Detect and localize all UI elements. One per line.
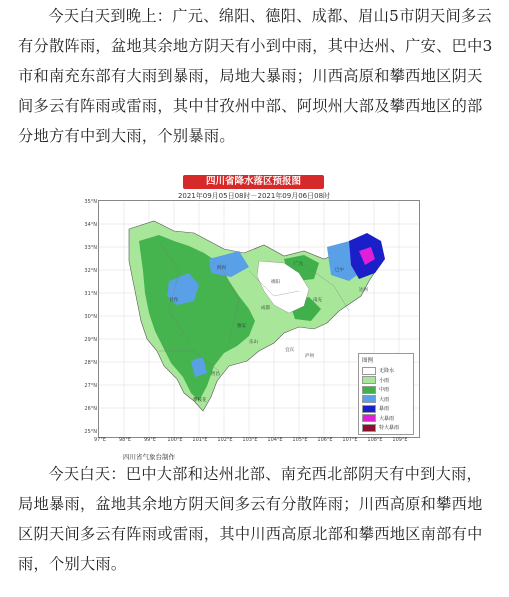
x-tick-label: 101°E [192, 437, 208, 443]
place-label: 泸州 [305, 354, 314, 359]
legend-swatch [362, 405, 376, 413]
place-label: 甘孜 [169, 298, 178, 303]
x-tick-label: 102°E [217, 437, 233, 443]
y-tick-label: 26°N [84, 406, 97, 412]
x-tick-label: 106°E [317, 437, 333, 443]
legend-label: 无降水 [379, 368, 395, 375]
x-tick-label: 97°E [93, 437, 107, 443]
y-tick-label: 35°N [84, 199, 97, 205]
legend-item [359, 366, 413, 376]
legend-label: 大暴雨 [379, 415, 395, 422]
map-title: 四川省降水落区预报图 [183, 175, 324, 189]
x-tick-label: 99°E [143, 437, 157, 443]
place-label: 达州 [359, 288, 368, 293]
x-tick-label: 98°E [118, 437, 132, 443]
place-label: 攀枝花 [193, 398, 207, 403]
y-tick-label: 34°N [84, 222, 97, 228]
legend-item [359, 376, 413, 386]
place-label: 南充 [313, 298, 322, 303]
x-tick-label: 107°E [342, 437, 358, 443]
forecast-paragraph-top: 今天白天到晚上：广元、绵阳、德阳、成都、眉山5市阴天间多云有分散阵雨，盆地其余地方阴天有小到中雨，其中达州、广安、巴中3市和南充东部有大雨到暴雨，局地大暴雨；川西高原和攀西地区阴天间多云有阵雨或雷雨，其中甘孜州中部、阿坝州大部及攀西地区的部分地方有中到大雨，个别暴雨。 [18, 7, 493, 145]
legend-label: 特大暴雨 [379, 425, 400, 432]
place-label: 广元 [294, 262, 303, 267]
legend-label: 小雨 [379, 377, 390, 384]
map-subtitle: 2021年09月05日08时－2021年09月06日08时 [177, 192, 331, 200]
place-label: 乐山 [249, 340, 258, 345]
y-tick-label: 25°N [84, 429, 97, 435]
legend-swatch [362, 376, 376, 384]
y-tick-label: 33°N [84, 245, 97, 251]
legend-item [359, 395, 413, 405]
legend-label: 暴雨 [379, 406, 390, 413]
legend-swatch [362, 367, 376, 375]
legend-item [359, 385, 413, 395]
y-tick-label: 30°N [84, 314, 97, 320]
place-label: 宜宾 [285, 348, 294, 353]
y-tick-label: 27°N [84, 383, 97, 389]
legend-label: 中雨 [379, 387, 390, 394]
x-tick-label: 104°E [267, 437, 283, 443]
legend-label: 大雨 [379, 396, 390, 403]
legend-item [359, 423, 413, 433]
legend-swatch [362, 386, 376, 394]
x-tick-label: 105°E [292, 437, 308, 443]
legend-swatch [362, 414, 376, 422]
place-label: 阿坝 [217, 266, 226, 271]
x-tick-label: 100°E [167, 437, 183, 443]
x-tick-label: 103°E [242, 437, 258, 443]
forecast-paragraph-bottom: 今天白天：巴中大部和达州北部、南充西北部阴天有中到大雨，局地暴雨，盆地其余地方阴天间多云有分散阵雨；川西高原和攀西地区阴天间多云有阵雨或雷雨，其中川西高原北部和攀西地区南部有中雨，个别大雨。 [18, 465, 483, 573]
x-tick-label: 109°E [392, 437, 408, 443]
legend-item [359, 404, 413, 414]
place-label: 雅安 [237, 324, 246, 329]
y-tick-label: 32°N [84, 268, 97, 274]
y-tick-label: 31°N [84, 291, 97, 297]
legend-title: 图例 [362, 358, 374, 364]
legend-swatch [362, 424, 376, 432]
legend-swatch [362, 395, 376, 403]
precipitation-forecast-map [80, 172, 428, 461]
place-label: 成都 [261, 306, 270, 311]
place-label: 巴中 [335, 268, 344, 273]
place-label: 西昌 [211, 372, 220, 377]
x-tick-label: 108°E [367, 437, 383, 443]
y-tick-label: 29°N [84, 337, 97, 343]
legend [358, 353, 414, 435]
map-credit: 四川省气象台制作 [123, 453, 175, 461]
legend-item [359, 414, 413, 424]
place-label: 绵阳 [271, 280, 280, 285]
y-tick-label: 28°N [84, 360, 97, 366]
